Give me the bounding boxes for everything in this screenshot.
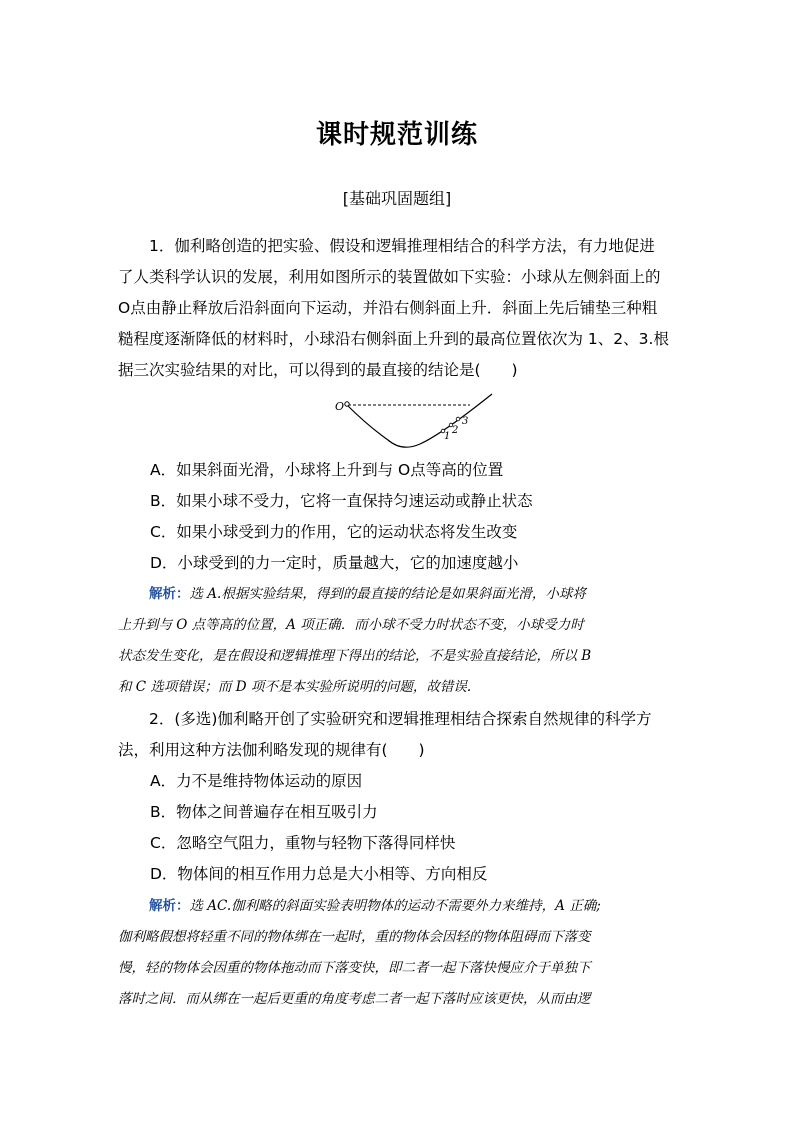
q1-option-c: C．如果小球受到力的作用，它的运动状态将发生改变 [150,523,518,541]
ball-icon [345,402,349,406]
position-3-label: 3 [462,416,469,427]
q1-stem-line: 糙程度逐渐降低的材料时，小球沿右侧斜面上升到的最高位置依次为 1、2、3.根 [118,330,669,348]
q1-option-d: D．小球受到的力一定时，质量越大，它的加速度越小 [150,554,519,572]
q1-stem-line: 1．伽利略创造的把实验、假设和逻辑推理相结合的科学方法，有力地促进 [149,237,655,255]
q1-analysis-line: 上升到与 O 点等高的位置，A 项正确．而小球不受力时状态不变，小球受力时 [118,617,584,633]
position-1-label: 1 [444,431,451,442]
section-heading: [基础巩固题组] [342,189,452,208]
analysis-label: 解析： [149,898,190,914]
q1-analysis-line [118,579,678,610]
position-3-marker [456,417,460,421]
q2-analysis-line: 伽利略假想将轻重不同的物体绑在一起时，重的物体会因轻的物体阻碍而下落变 [118,929,591,945]
q1-stem-line: 据三次实验结果的对比，可以得到的最直接的结论是( ) [118,361,518,379]
q2-analysis-line [118,891,678,922]
q2-stem-line: 法，利用这种方法伽利略发现的规律有( ) [118,741,425,759]
point-o-label: O [335,400,345,413]
q1-analysis-line: 状态发生变化，是在假设和逻辑推理下得出的结论，不是实验直接结论，所以 B [118,648,592,664]
q1-analysis-line: 和 C 选项错误；而 D 项不是本实验所说明的问题，故错误. [118,679,472,695]
question-1-stem [118,231,678,386]
q1-option-a: A．如果斜面光滑，小球将上升到与 O点等高的位置 [150,461,504,479]
analysis-label: 解析： [149,586,190,602]
q1-option-b: B．如果小球不受力，它将一直保持匀速运动或静止状态 [150,492,533,510]
q2-option-d: D．物体间的相互作用力总是大小相等、方向相反 [150,865,488,883]
q1-stem-line: 了人类科学认识的发展，利用如图所示的装置做如下实验：小球从左侧斜面上的 [118,268,661,286]
incline-diagram [330,392,500,454]
analysis-text: 选 A.根据实验结果，得到的最直接的结论是如果斜面光滑，小球将 [189,586,586,602]
q2-analysis-line: 落时之间．而从绑在一起后更重的角度考虑二者一起下落时应该更快，从而由逻 [118,991,591,1007]
q1-analysis [118,579,678,703]
q2-option-c: C．忽略空气阻力，重物与轻物下落得同样快 [150,834,456,852]
q2-analysis [118,891,678,1015]
q2-analysis-line: 慢，轻的物体会因重的物体拖动而下落变快，即二者一起下落快慢应介于单独下 [118,960,591,976]
position-2-label: 2 [452,425,459,436]
q2-stem-line: 2．(多选)伽利略开创了实验研究和逻辑推理相结合探索自然规律的科学方 [149,710,652,728]
analysis-text: 选 AC.伽利略的斜面实验表明物体的运动不需要外力来维持，A 正确; [189,898,601,914]
page-title: 课时规范训练 [315,120,478,150]
track-curve [346,394,492,447]
q2-option-b: B．物体之间普遍存在相互吸引力 [150,803,378,821]
q1-stem-line: O点由静止释放后沿斜面向下运动，并沿右侧斜面上升．斜面上先后铺垫三种粗 [118,299,658,317]
q2-option-a: A．力不是维持物体运动的原因 [150,772,363,790]
question-2-stem [118,704,678,766]
